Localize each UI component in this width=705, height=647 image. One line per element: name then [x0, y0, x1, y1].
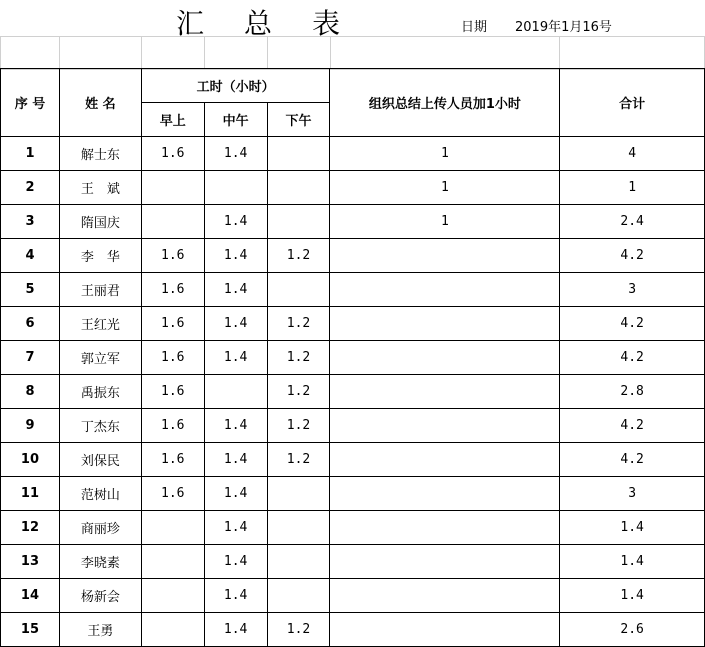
grid-cell[interactable]	[1, 37, 60, 70]
morning-hours-cell[interactable]: 1.6	[141, 137, 204, 171]
table-row	[1, 171, 705, 205]
date-value: 2019年1月16号	[515, 20, 612, 35]
total-cell[interactable]: 3	[560, 273, 705, 307]
seq-cell[interactable]: 11	[1, 477, 60, 511]
seq-cell[interactable]: 12	[1, 511, 60, 545]
table-row	[1, 613, 705, 647]
grid-cell[interactable]	[59, 37, 141, 70]
afternoon-hours-cell[interactable]	[267, 273, 330, 307]
seq-cell[interactable]: 2	[1, 171, 60, 205]
header-seq[interactable]: 序 号	[1, 69, 60, 137]
noon-hours-cell[interactable]: 1.4	[204, 239, 267, 273]
morning-hours-cell[interactable]	[141, 579, 204, 613]
noon-hours-cell[interactable]	[204, 375, 267, 409]
empty-grid-row	[0, 36, 705, 70]
grid-cell[interactable]	[204, 37, 267, 70]
header-noon[interactable]: 中午	[204, 103, 267, 137]
extra-hours-cell[interactable]	[330, 443, 560, 477]
table-row	[1, 137, 705, 171]
seq-cell[interactable]: 10	[1, 443, 60, 477]
seq-cell[interactable]: 13	[1, 545, 60, 579]
afternoon-hours-cell[interactable]: 1.2	[267, 307, 330, 341]
noon-hours-cell[interactable]: 1.4	[204, 137, 267, 171]
noon-hours-cell[interactable]: 1.4	[204, 613, 267, 647]
table-row	[1, 205, 705, 239]
morning-hours-cell[interactable]	[141, 613, 204, 647]
seq-cell[interactable]: 5	[1, 273, 60, 307]
header-hours-group[interactable]: 工时（小时）	[141, 69, 330, 103]
table-row	[1, 409, 705, 443]
total-cell[interactable]: 2.8	[560, 375, 705, 409]
extra-hours-cell[interactable]	[330, 239, 560, 273]
noon-hours-cell[interactable]: 1.4	[204, 307, 267, 341]
extra-hours-cell[interactable]	[330, 579, 560, 613]
header-extra[interactable]: 组织总结上传人员加1小时	[330, 69, 560, 137]
morning-hours-cell[interactable]	[141, 511, 204, 545]
grid-cell[interactable]	[267, 37, 330, 70]
noon-hours-cell[interactable]: 1.4	[204, 579, 267, 613]
name-cell[interactable]: 范树山	[59, 477, 141, 511]
name-cell[interactable]: 郭立军	[59, 341, 141, 375]
extra-hours-cell[interactable]	[330, 477, 560, 511]
seq-cell[interactable]: 3	[1, 205, 60, 239]
name-cell[interactable]: 隋国庆	[59, 205, 141, 239]
grid-cell[interactable]	[560, 37, 705, 70]
grid-cell[interactable]	[330, 37, 560, 70]
afternoon-hours-cell[interactable]	[267, 171, 330, 205]
extra-hours-cell[interactable]: 1	[330, 137, 560, 171]
total-cell[interactable]: 4.2	[560, 307, 705, 341]
extra-hours-cell[interactable]	[330, 341, 560, 375]
noon-hours-cell[interactable]: 1.4	[204, 545, 267, 579]
total-cell[interactable]: 4.2	[560, 341, 705, 375]
noon-hours-cell[interactable]: 1.4	[204, 273, 267, 307]
name-cell[interactable]: 解士东	[59, 137, 141, 171]
morning-hours-cell[interactable]	[141, 171, 204, 205]
header-name[interactable]: 姓 名	[59, 69, 141, 137]
total-cell[interactable]: 1.4	[560, 545, 705, 579]
afternoon-hours-cell[interactable]: 1.2	[267, 341, 330, 375]
afternoon-hours-cell[interactable]: 1.2	[267, 409, 330, 443]
noon-hours-cell[interactable]: 1.4	[204, 443, 267, 477]
sheet-title: 汇总表	[176, 7, 381, 40]
header-morning[interactable]: 早上	[141, 103, 204, 137]
table-row	[1, 273, 705, 307]
total-cell[interactable]: 1	[560, 171, 705, 205]
morning-hours-cell[interactable]	[141, 545, 204, 579]
table-row	[1, 511, 705, 545]
seq-cell[interactable]: 15	[1, 613, 60, 647]
table-row	[1, 443, 705, 477]
morning-hours-cell[interactable]: 1.6	[141, 375, 204, 409]
table-body	[1, 137, 705, 647]
afternoon-hours-cell[interactable]	[267, 579, 330, 613]
extra-hours-cell[interactable]: 1	[330, 171, 560, 205]
seq-cell[interactable]: 6	[1, 307, 60, 341]
name-cell[interactable]: 丁杰东	[59, 409, 141, 443]
morning-hours-cell[interactable]: 1.6	[141, 307, 204, 341]
noon-hours-cell[interactable]	[204, 171, 267, 205]
seq-cell[interactable]: 9	[1, 409, 60, 443]
morning-hours-cell[interactable]	[141, 205, 204, 239]
date-label: 日期	[461, 20, 488, 35]
name-cell[interactable]: 李晓素	[59, 545, 141, 579]
name-cell[interactable]: 禹振东	[59, 375, 141, 409]
grid-cell[interactable]	[141, 37, 204, 70]
extra-hours-cell[interactable]	[330, 545, 560, 579]
afternoon-hours-cell[interactable]: 1.2	[267, 613, 330, 647]
total-cell[interactable]: 4.2	[560, 443, 705, 477]
seq-cell[interactable]: 7	[1, 341, 60, 375]
summary-table	[0, 68, 705, 647]
total-cell[interactable]: 4.2	[560, 409, 705, 443]
title-bar	[0, 0, 705, 40]
header-total[interactable]: 合计	[560, 69, 705, 137]
seq-cell[interactable]: 8	[1, 375, 60, 409]
extra-hours-cell[interactable]	[330, 273, 560, 307]
table-row	[1, 545, 705, 579]
name-cell[interactable]: 王红光	[59, 307, 141, 341]
seq-cell[interactable]: 1	[1, 137, 60, 171]
header-afternoon[interactable]: 下午	[267, 103, 330, 137]
afternoon-hours-cell[interactable]	[267, 205, 330, 239]
extra-hours-cell[interactable]	[330, 613, 560, 647]
name-cell[interactable]: 杨新会	[59, 579, 141, 613]
name-cell[interactable]: 王 斌	[59, 171, 141, 205]
afternoon-hours-cell[interactable]	[267, 511, 330, 545]
name-cell[interactable]: 商丽珍	[59, 511, 141, 545]
total-cell[interactable]: 1.4	[560, 511, 705, 545]
table-row	[1, 579, 705, 613]
total-cell[interactable]: 4.2	[560, 239, 705, 273]
extra-hours-cell[interactable]	[330, 375, 560, 409]
table-row	[1, 239, 705, 273]
noon-hours-cell[interactable]: 1.4	[204, 341, 267, 375]
morning-hours-cell[interactable]: 1.6	[141, 341, 204, 375]
total-cell[interactable]: 4	[560, 137, 705, 171]
total-cell[interactable]: 3	[560, 477, 705, 511]
name-cell[interactable]: 李 华	[59, 239, 141, 273]
total-cell[interactable]: 2.4	[560, 205, 705, 239]
noon-hours-cell[interactable]: 1.4	[204, 205, 267, 239]
afternoon-hours-cell[interactable]	[267, 545, 330, 579]
total-cell[interactable]: 1.4	[560, 579, 705, 613]
table-row	[1, 341, 705, 375]
table-row	[1, 375, 705, 409]
noon-hours-cell[interactable]: 1.4	[204, 511, 267, 545]
extra-hours-cell[interactable]	[330, 511, 560, 545]
table-row	[1, 307, 705, 341]
extra-hours-cell[interactable]	[330, 307, 560, 341]
extra-hours-cell[interactable]	[330, 409, 560, 443]
total-cell[interactable]: 2.6	[560, 613, 705, 647]
morning-hours-cell[interactable]: 1.6	[141, 409, 204, 443]
afternoon-hours-cell[interactable]: 1.2	[267, 443, 330, 477]
noon-hours-cell[interactable]: 1.4	[204, 409, 267, 443]
afternoon-hours-cell[interactable]	[267, 137, 330, 171]
noon-hours-cell[interactable]: 1.4	[204, 477, 267, 511]
morning-hours-cell[interactable]: 1.6	[141, 273, 204, 307]
afternoon-hours-cell[interactable]: 1.2	[267, 375, 330, 409]
afternoon-hours-cell[interactable]: 1.2	[267, 239, 330, 273]
morning-hours-cell[interactable]: 1.6	[141, 443, 204, 477]
name-cell[interactable]: 王丽君	[59, 273, 141, 307]
name-cell[interactable]: 刘保民	[59, 443, 141, 477]
name-cell[interactable]: 王勇	[59, 613, 141, 647]
extra-hours-cell[interactable]: 1	[330, 205, 560, 239]
table-row	[1, 477, 705, 511]
afternoon-hours-cell[interactable]	[267, 477, 330, 511]
seq-cell[interactable]: 4	[1, 239, 60, 273]
morning-hours-cell[interactable]: 1.6	[141, 239, 204, 273]
morning-hours-cell[interactable]: 1.6	[141, 477, 204, 511]
seq-cell[interactable]: 14	[1, 579, 60, 613]
